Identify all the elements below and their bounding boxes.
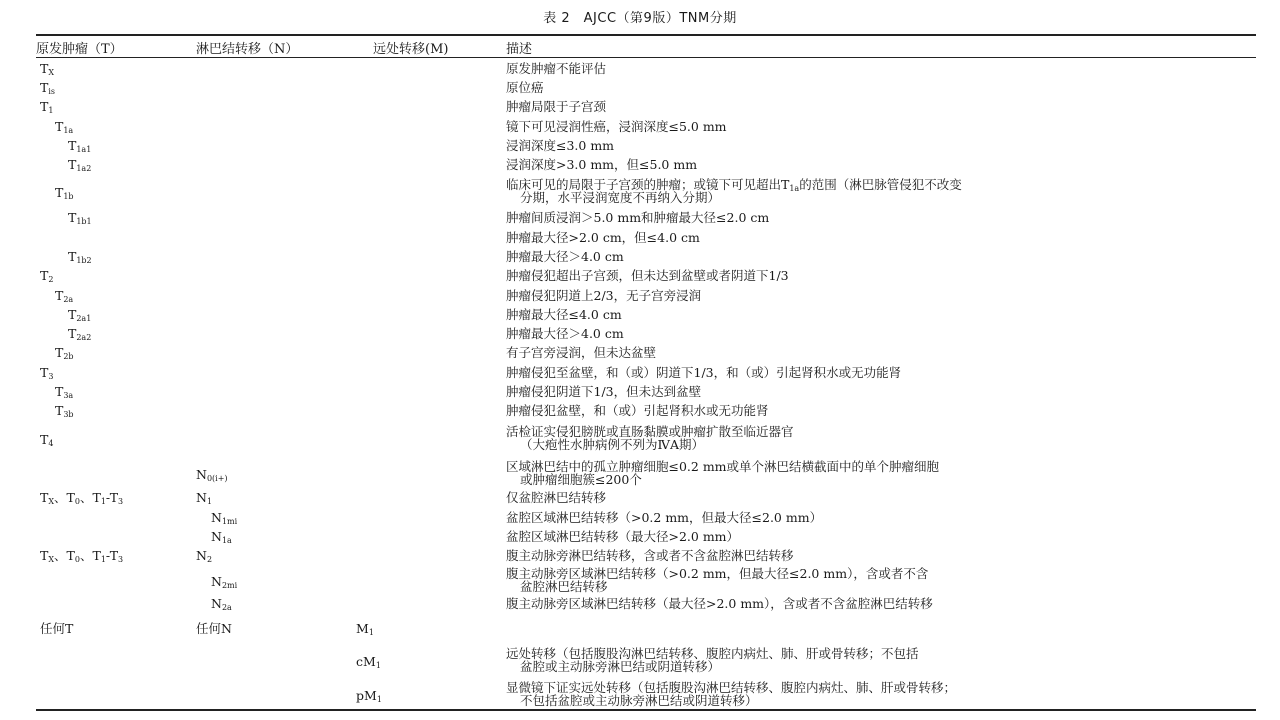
t-cell: $T_{1b2}$ xyxy=(68,249,92,265)
header-rule xyxy=(36,57,1256,58)
desc-cell: 肿瘤局限于子宫颈 xyxy=(506,99,607,114)
desc-cell: 有子宫旁浸润，但未达盆壁 xyxy=(506,345,657,360)
desc-cell: 仅盆腔淋巴结转移 xyxy=(506,490,607,505)
header-distant-metastasis: 远处转移(M) xyxy=(373,42,449,57)
t-cell: $T_{1a1}$ xyxy=(68,138,92,154)
desc-cell: 镜下可见浸润性癌，浸润深度≤5.0 mm xyxy=(506,119,727,134)
desc-cell: 肿瘤侵犯阴道上2/3，无子宫旁浸润 xyxy=(506,288,702,303)
header-lymph-node: 淋巴结转移（N） xyxy=(196,42,299,57)
t-cell: $T_2$ xyxy=(40,268,54,284)
header-primary-tumor: 原发肿瘤（T） xyxy=(36,42,123,57)
desc-cell: 肿瘤侵犯盆壁，和（或）引起肾积水或无功能肾 xyxy=(506,403,769,418)
desc-cell: 腹主动脉旁淋巴结转移，含或者不含盆腔淋巴结转移 xyxy=(506,548,794,563)
t-cell: $T_{1a2}$ xyxy=(68,157,92,173)
t-cell: $T_{2a2}$ xyxy=(68,326,92,342)
desc-cell: 浸润深度≤3.0 mm xyxy=(506,138,615,153)
desc-cell: 肿瘤最大径>2.0 cm，但≤4.0 cm xyxy=(506,230,700,245)
top-rule xyxy=(36,34,1256,36)
desc-cell: 腹主动脉旁区域淋巴结转移（>0.2 mm，但最大径≤2.0 mm），含或者不含 盆腔淋巴结转移 xyxy=(506,566,929,594)
desc-cell: 肿瘤侵犯超出子宫颈，但未达到盆壁或者阴道下1/3 xyxy=(506,268,789,283)
desc-cell: 原位癌 xyxy=(506,80,544,95)
t-cell: $T_{1b}$ xyxy=(55,185,74,201)
header-description: 描述 xyxy=(506,42,533,57)
m-cell: $cM_1$ xyxy=(356,654,381,670)
t-cell: $T_X$ xyxy=(40,61,55,77)
t-cell: $T_{2a1}$ xyxy=(68,307,92,323)
t-cell: $T_{2b}$ xyxy=(55,345,74,361)
t-cell: 任何T xyxy=(40,621,74,636)
desc-cell: 盆腔区域淋巴结转移（最大径>2.0 mm） xyxy=(506,529,740,544)
desc-cell: 肿瘤侵犯至盆壁，和（或）阴道下1/3，和（或）引起肾积水或无功能肾 xyxy=(506,365,902,380)
bottom-rule xyxy=(36,709,1256,711)
desc-cell: 肿瘤侵犯阴道下1/3，但未达到盆壁 xyxy=(506,384,702,399)
t-cell: $T_{3a}$ xyxy=(55,384,74,400)
n-cell: $N_{2mi}$ xyxy=(211,574,238,590)
n-cell: 任何N xyxy=(196,621,232,636)
n-cell: $N_{1a}$ xyxy=(211,529,232,545)
desc-cell: 腹主动脉旁区域淋巴结转移（最大径>2.0 mm），含或者不含盆腔淋巴结转移 xyxy=(506,596,933,611)
t-cell: $T_4$ xyxy=(40,432,54,448)
n-cell: $N_2$ xyxy=(196,548,213,564)
desc-cell: 显微镜下证实远处转移（包括腹股沟淋巴结转移、腹腔内病灶、肺、肝或骨转移； 不包括盆腔或主动脉旁淋巴结或阴道转移） xyxy=(506,680,957,708)
desc-cell: 盆腔区域淋巴结转移（>0.2 mm，但最大径≤2.0 mm） xyxy=(506,510,823,525)
t-cell: $T_X$、$T_0$、$T_1-T_3$ xyxy=(40,490,124,506)
t-cell: $T_1$ xyxy=(40,99,54,115)
t-cell: $T_3$ xyxy=(40,365,54,381)
t-cell: $T_{1a}$ xyxy=(55,119,74,135)
t-cell: $T_{1b1}$ xyxy=(68,210,92,226)
desc-cell: 远处转移（包括腹股沟淋巴结转移、腹腔内病灶、肺、肝或骨转移；不包括 盆腔或主动脉旁淋巴结或阴道转移） xyxy=(506,646,919,674)
t-cell: $T_{2a}$ xyxy=(55,288,74,304)
desc-cell: 区域淋巴结中的孤立肿瘤细胞≤0.2 mm或单个淋巴结横截面中的单个肿瘤细胞 或肿瘤细胞簇≤200个 xyxy=(506,459,940,487)
n-cell: $N_{1mi}$ xyxy=(211,510,238,526)
desc-cell: 浸润深度>3.0 mm，但≤5.0 mm xyxy=(506,157,698,172)
n-cell: $N_{2a}$ xyxy=(211,596,232,612)
desc-cell: 肿瘤最大径≤4.0 cm xyxy=(506,307,622,322)
desc-cell: 活检证实侵犯膀胱或直肠黏膜或肿瘤扩散至临近器官 （大疱性水肿病例不列为ⅣA期） xyxy=(506,424,794,452)
n-cell: $N_{0(i+)}$ xyxy=(196,467,228,483)
desc-cell: 肿瘤间质浸润＞5.0 mm和肿瘤最大径≤2.0 cm xyxy=(506,210,770,225)
m-cell: $pM_1$ xyxy=(356,688,382,704)
t-cell: $T_X$、$T_0$、$T_1-T_3$ xyxy=(40,548,124,564)
desc-cell: 肿瘤最大径＞4.0 cm xyxy=(506,326,624,341)
desc-cell: 原发肿瘤不能评估 xyxy=(506,61,607,76)
desc-cell: 肿瘤最大径＞4.0 cm xyxy=(506,249,624,264)
m-cell: $M_1$ xyxy=(356,621,374,637)
t-cell: $T_{is}$ xyxy=(40,80,56,96)
table-title: 表 2 AJCC（第9版）TNM分期 xyxy=(543,11,737,26)
n-cell: $N_1$ xyxy=(196,490,213,506)
desc-cell: 临床可见的局限于子宫颈的肿瘤；或镜下可见超出$T_{1a}$的范围（淋巴脉管侵犯不改变 分期，水平浸润宽度不再纳入分期） xyxy=(506,177,962,205)
t-cell: $T_{3b}$ xyxy=(55,403,74,419)
